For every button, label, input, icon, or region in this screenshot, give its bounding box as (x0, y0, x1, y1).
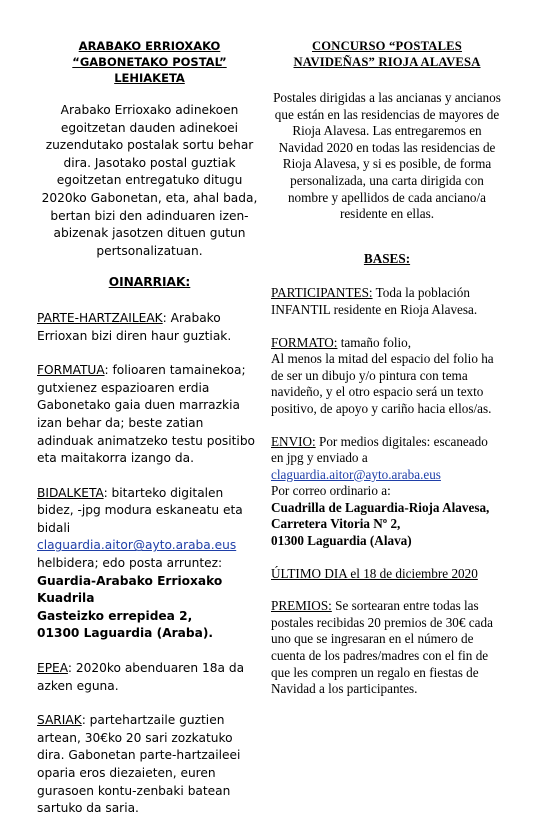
basque-address-line1: Guardia-Arabako Errioxako Kuadrila (37, 573, 223, 606)
spanish-prizes-label: PREMIOS: (271, 598, 332, 614)
spanish-email-link[interactable]: claguardia.aitor@ayto.araba.eus (271, 466, 441, 482)
basque-deadline-section (37, 660, 262, 695)
basque-deadline-label: EPEA (37, 661, 68, 676)
basque-address-line3: 01300 Laguardia (Araba). (37, 626, 214, 641)
spanish-deadline-section (271, 566, 503, 583)
spanish-prizes-section (271, 598, 503, 698)
basque-address-line2: Gasteizko errepidea 2, (37, 608, 193, 623)
basque-prizes-section (37, 712, 262, 818)
basque-prizes-text: : partehartzaile guztien artean, 30€ko 20 sari zozkatuko dira. Gabonetan parte-hartzaileei oparia eros diezaieten, euren gurasoen kontu-zenbaki batean sartuko da saria. (37, 713, 241, 816)
spanish-intro: Postales dirigidas a las ancianas y ancianos que están en las residencias de mayores de Rioja Alavesa. Las entregaremos en Navidad 2020 en todas las residencias de Rioja Alavesa, y si es posible, de forma personalizada, una carta dirigida con nombre y apellidos de cada anciano/a residente en ellas. (273, 90, 501, 222)
spanish-title-line1: CONCURSO “POSTALES (312, 39, 462, 53)
spanish-deadline-label: ÚLTIMO DIA (271, 565, 348, 581)
basque-format-section (37, 362, 262, 468)
spanish-send-text2: Por correo ordinario a: (271, 483, 391, 499)
spanish-send-label: ENVIO: (271, 433, 316, 449)
spanish-send-section (271, 434, 503, 550)
spanish-column (271, 38, 503, 698)
spanish-participants-section (271, 285, 503, 318)
basque-format-text: : folioaren tamainekoa; gutxienez espazioaren erdia Gabonetako gaia duen marrazkia izan behar da; beste zatian adinduak animatzeko testu positibo eta maitakorra izango da. (37, 363, 256, 466)
basque-prizes-label: SARIAK (37, 713, 82, 728)
basque-title-line1: ARABAKO ERRIOXAKO (78, 39, 221, 53)
basque-send-text: : bitarteko digitalen bidez, -jpg modura eskaneatu eta bidali (37, 485, 243, 535)
basque-send-label: BIDALKETA (37, 485, 104, 500)
spanish-heading: BASES: (363, 250, 411, 266)
basque-send-text2: helbidera; edo posta arruntez: (37, 556, 223, 571)
spanish-format-label: FORMATO: (271, 334, 338, 350)
basque-participants-text: : Arabako Errioxan bizi diren haur guztiak. (37, 310, 232, 343)
spanish-format-section (271, 335, 503, 418)
spanish-send-text: Por medios digitales: escaneado en jpg y enviado a (271, 433, 488, 466)
spanish-deadline-text: el 18 de diciembre 2020 (347, 565, 478, 581)
basque-column (37, 38, 262, 818)
spanish-title (271, 38, 503, 70)
basque-participants-section (37, 310, 262, 345)
basque-send-section (37, 485, 262, 643)
basque-intro: Arabako Errioxako adinekoen egoitzetan dauden adinekoei zuzendutako postalak sortu behar dira. Jasotako postal guztiak egoitzetan entregatuko ditugu 2020ko Gabonetan, eta, ahal bada, bertan bizi den adinduaren izen-abizenak jasotzen dituen gutun pertsonalizatuan. (41, 103, 258, 258)
basque-deadline-text: : 2020ko abenduaren 18a da azken eguna. (37, 661, 245, 693)
basque-title-line2: “GABONETAKO POSTAL” LEHIAKETA (72, 55, 227, 85)
spanish-address-line2: 01300 Laguardia (Alava) (271, 533, 412, 549)
spanish-prizes-text: Se sortearan entre todas las postales recibidas 20 premios de 30€ cada uno que se ingresaran en el número de cuenta de los padres/madres con el fin de que les compren un regalo en fiestas de Navidad a los participantes. (271, 598, 493, 697)
spanish-format-text1: tamaño folio, (337, 334, 412, 350)
basque-title (37, 38, 262, 86)
spanish-title-line2: NAVIDEÑAS” RIOJA ALAVESA (293, 55, 481, 69)
basque-participants-label: PARTE-HARTZAILEAK (37, 310, 163, 325)
basque-heading: OINARRIAK: (108, 275, 191, 290)
basque-email-link[interactable]: claguardia.aitor@ayto.araba.eus (37, 538, 237, 553)
basque-format-label: FORMATUA (37, 363, 105, 378)
spanish-format-text2: Al menos la mitad del espacio del folio ha de ser un dibujo y/o pintura con tema navideño, y el otro espacio será un texto positivo, de apoyo y cariño hacia ellos/as. (271, 351, 494, 416)
spanish-participants-label: PARTICIPANTES: (271, 285, 373, 301)
spanish-address-line1: Cuadrilla de Laguardia-Rioja Alavesa, Carretera Vitoria Nº 2, (271, 499, 490, 532)
spanish-participants-text: Toda la población INFANTIL residente en Rioja Alavesa. (271, 285, 478, 317)
